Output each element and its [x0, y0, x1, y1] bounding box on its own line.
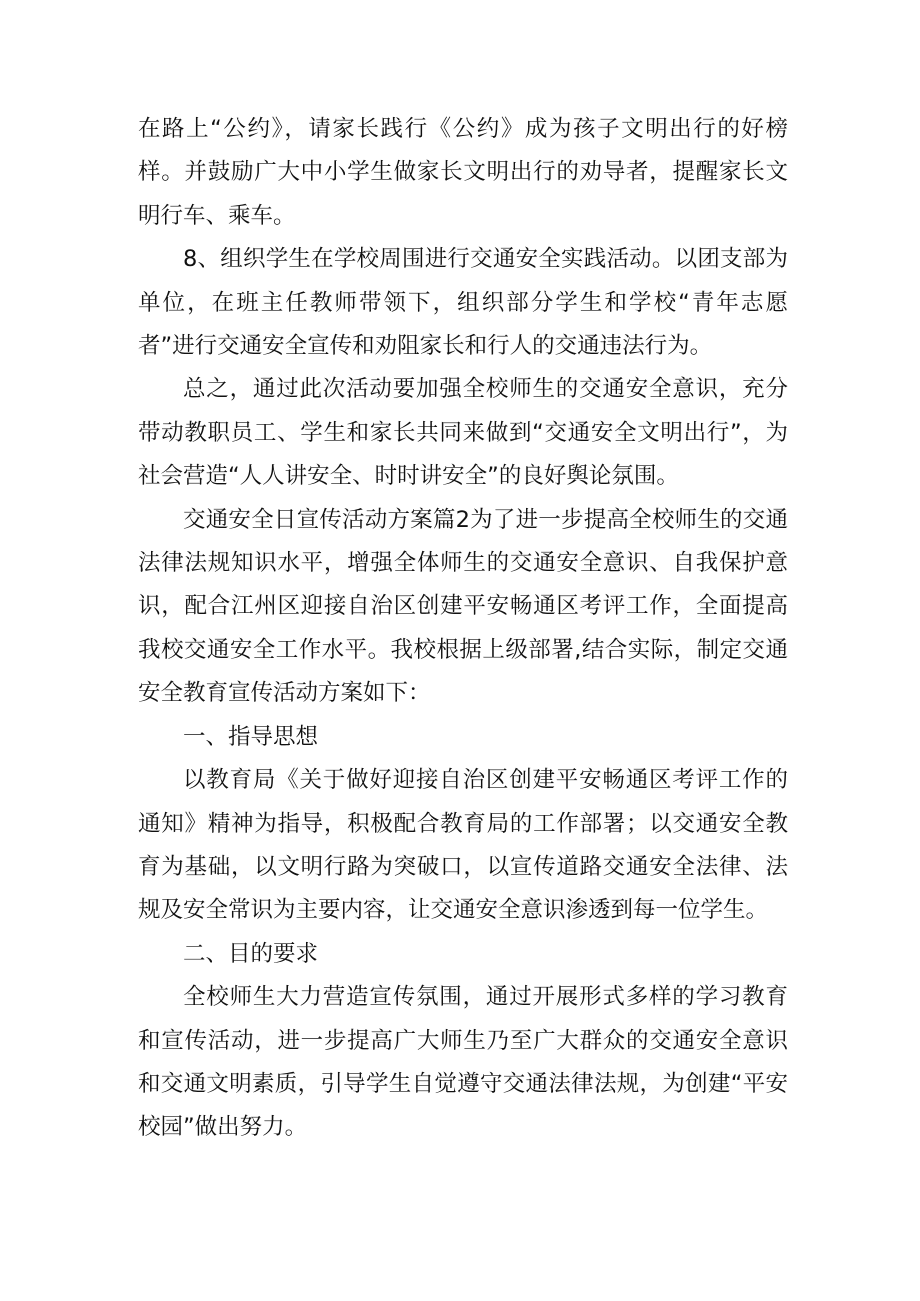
document-body — [138, 108, 788, 1150]
paragraph-guiding-ideology: 以教育局《关于做好迎接自治区创建平安畅通区考评工作的通知》精神为指导，积极配合教育局的工作部署；以交通安全教育为基础，以文明行路为突破口，以宣传道路交通安全法律、法规及安全常识为主要内容，让交通安全意识渗透到每一位学生。 — [138, 767, 788, 924]
paragraph-item-8-practice: 8、组织学生在学校周围进行交通安全实践活动。以团支部为单位，在班主任教师带领下，组织部分学生和学校“青年志愿者”进行交通安全宣传和劝阻家长和行人的交通违法行为。 — [138, 246, 788, 360]
paragraph-summary: 总之，通过此次活动要加强全校师生的交通安全意识，充分带动教职员工、学生和家长共同来做到“交通安全文明出行”，为社会营造“人人讲安全、时时讲安全”的良好舆论氛围。 — [138, 376, 788, 490]
paragraph-plan-2-intro: 交通安全日宣传活动方案篇2为了进一步提高全校师生的交通法律法规知识水平，增强全体师生的交通安全意识、自我保护意识，配合江州区迎接自治区创建平安畅通区考评工作，全面提高我校交通安全工作水平。我校根据上级部署,结合实际，制定交通安全教育宣传活动方案如下： — [138, 506, 788, 707]
section-heading-objectives: 二、目的要求 — [183, 940, 319, 967]
paragraph-objectives: 全校师生大力营造宣传氛围，通过开展形式多样的学习教育和宣传活动，进一步提高广大师生乃至广大群众的交通安全意识和交通文明素质，引导学生自觉遵守交通法律法规，为创建“平安校园”做出努力。 — [138, 984, 788, 1141]
section-heading-guiding-ideology: 一、指导思想 — [183, 723, 319, 750]
paragraph-parent-convention: 在路上“公约》，请家长践行《公约》成为孩子文明出行的好榜样。并鼓励广大中小学生做家长文明出行的劝导者，提醒家长文明行车、乘车。 — [138, 116, 788, 229]
